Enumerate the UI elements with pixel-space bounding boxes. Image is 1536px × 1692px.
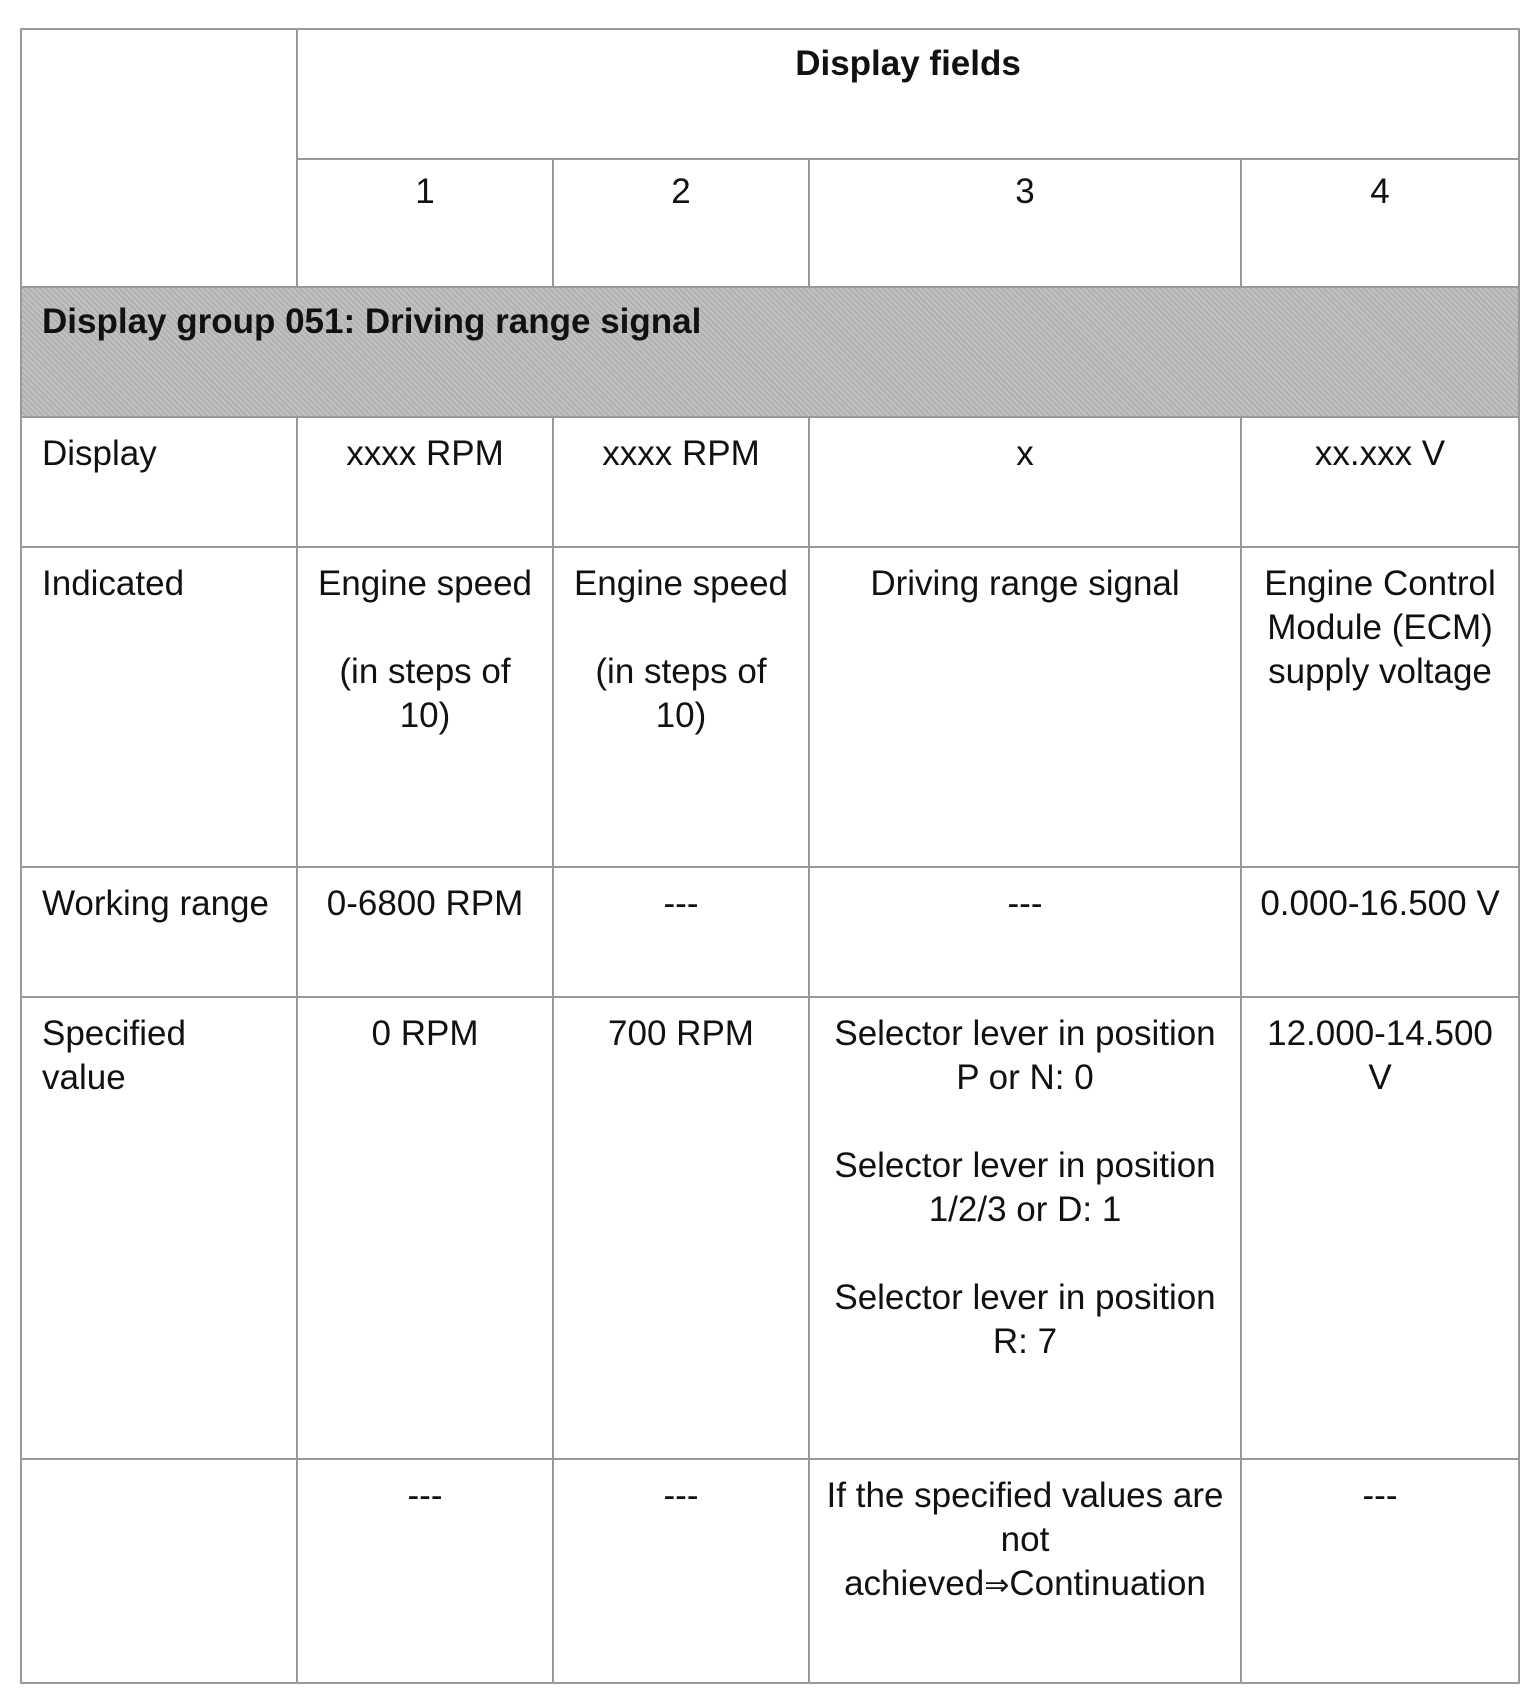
display-fields-title: Display fields [795,44,1021,83]
continuation-field-1: --- [297,1459,553,1683]
continuation-field-2: --- [553,1459,809,1683]
selector-lever-r: Selector lever in position R: 7 [834,1278,1216,1361]
indicated-field-4-text: Engine Control Module (ECM) supply voltage [1264,564,1496,691]
working-range-field-1: 0-6800 RPM [297,867,553,997]
display-group-title: Display group 051: Driving range signal [42,302,702,341]
display-group-table [20,28,1520,1684]
specified-value-field-1: 0 RPM [297,997,553,1459]
indicated-field-4 [1241,547,1519,867]
display-group-row [21,287,1519,417]
indicated-field-2-line1: Engine speed [573,564,789,603]
indicated-field-1 [297,547,553,867]
field-number-1: 1 [297,159,553,287]
display-fields-header [297,29,1519,159]
indicated-field-3-text: Driving range signal [870,564,1180,603]
continuation-row [21,1459,1519,1683]
indicated-field-1-line1: Engine speed [317,564,533,603]
continuation-note [810,1460,1240,1618]
continuation-field-4: --- [1241,1459,1519,1683]
specified-value-label-cell [21,997,297,1459]
indicated-field-3 [809,547,1241,867]
display-field-3: x [809,417,1241,547]
specified-value-field-4: 12.000-14.500 V [1241,997,1519,1459]
specified-value-label: Specified value [42,1014,186,1097]
continuation-label-cell [21,1459,297,1683]
empty-corner-cell [21,29,297,287]
working-range-field-4: 0.000-16.500 V [1241,867,1519,997]
selector-lever-p-n: Selector lever in position P or N: 0 [834,1014,1216,1097]
display-field-2: xxxx RPM [553,417,809,547]
header-row [21,29,1519,159]
working-range-label-cell [21,867,297,997]
specified-value-field-3 [809,997,1241,1459]
continuation-link[interactable]: Continuation [1009,1564,1206,1603]
working-range-field-2: --- [553,867,809,997]
field-number-3: 3 [809,159,1241,287]
continuation-field-3 [809,1459,1241,1683]
selector-lever-d: Selector lever in position 1/2/3 or D: 1 [834,1146,1216,1229]
indicated-field-1-line2: (in steps of 10) [339,652,511,735]
double-arrow-right-icon: ⇒ [984,1568,1010,1603]
display-group-heading [21,287,1519,417]
indicated-label-cell [21,547,297,867]
working-range-field-3: --- [809,867,1241,997]
working-range-row [21,867,1519,997]
specified-value-field-2: 700 RPM [553,997,809,1459]
display-field-4: xx.xxx V [1241,417,1519,547]
display-label: Display [42,434,157,473]
display-row [21,417,1519,547]
continuation-note-text: If the specified values are not achieved [826,1476,1224,1603]
specified-value-row [21,997,1519,1459]
indicated-row [21,547,1519,867]
indicated-field-2 [553,547,809,867]
indicated-label: Indicated [42,564,185,603]
working-range-label: Working range [42,884,269,923]
field-number-4: 4 [1241,159,1519,287]
display-field-1: xxxx RPM [297,417,553,547]
field-number-2: 2 [553,159,809,287]
indicated-field-2-line2: (in steps of 10) [595,652,767,735]
display-label-cell [21,417,297,547]
